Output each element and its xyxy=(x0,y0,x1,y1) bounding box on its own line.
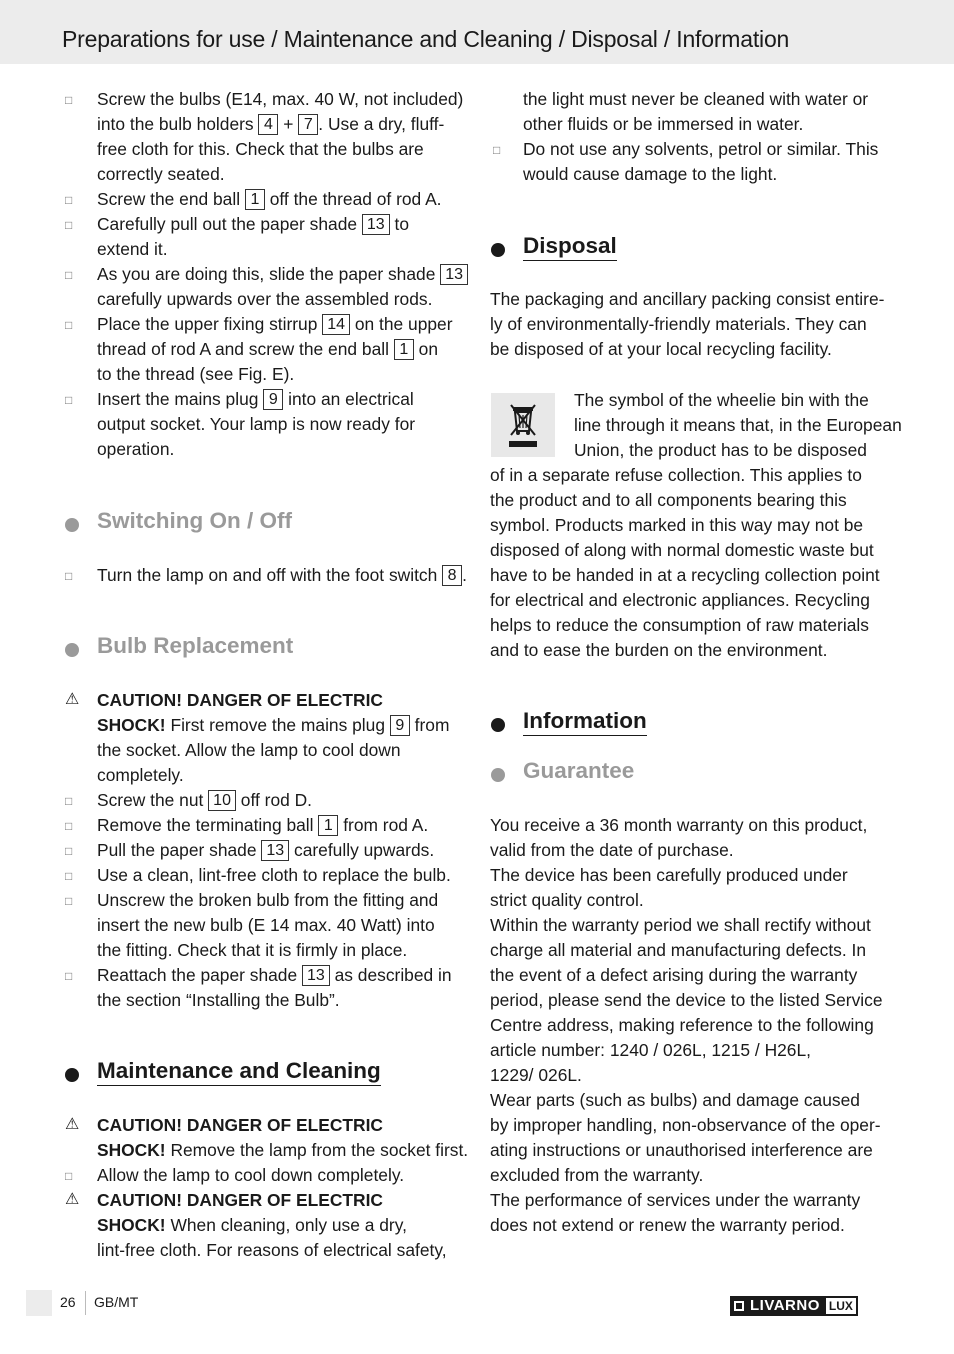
text-line: helps to reduce the consumption of raw materials xyxy=(490,615,869,635)
text-line: You receive a 36 month warranty on this product, xyxy=(490,815,868,835)
page-number: 26 xyxy=(60,1294,76,1310)
heading-bullet xyxy=(65,1068,79,1082)
section-heading: Guarantee xyxy=(523,758,635,783)
text-line: Do not use any solvents, petrol or similar. This xyxy=(523,139,879,159)
text-line xyxy=(97,112,463,137)
list-item xyxy=(97,813,428,838)
heading-bullet xyxy=(491,718,505,732)
heading-bullet xyxy=(65,643,79,657)
text-line: Allow the lamp to cool down completely. xyxy=(97,1165,405,1185)
text-line xyxy=(97,788,312,813)
text-segment: off the thread of rod A. xyxy=(264,189,442,209)
list-item xyxy=(97,838,434,863)
text-line xyxy=(97,337,453,362)
part-number-box: 1 xyxy=(394,339,414,360)
bullet-square: □ xyxy=(65,1169,73,1183)
section-heading: Bulb Replacement xyxy=(97,633,294,658)
text-line: symbol. Products marked in this way may not be xyxy=(490,515,864,535)
part-number-box: 1 xyxy=(318,815,338,836)
text-segment: on xyxy=(413,339,438,359)
text-segment: Place the upper fixing stirrup xyxy=(97,314,323,334)
text-segment: from xyxy=(409,715,450,735)
text-segment: When cleaning, only use a dry, xyxy=(165,1215,407,1235)
list-item-continued xyxy=(523,87,868,137)
text-line: excluded from the warranty. xyxy=(490,1165,704,1185)
text-line xyxy=(97,563,467,588)
warning-triangle-icon: ⚠ xyxy=(65,1116,80,1133)
text-segment: + xyxy=(278,114,299,134)
livarno-logo xyxy=(730,1296,858,1316)
bullet-square: □ xyxy=(65,318,73,332)
text-line: CAUTION! DANGER OF ELECTRIC xyxy=(97,690,383,710)
bullet-square: □ xyxy=(65,569,73,583)
text-line xyxy=(97,963,452,988)
caution-shock-label: SHOCK! xyxy=(97,1215,166,1235)
text-line: The packaging and ancillary packing consist entire- xyxy=(490,289,885,309)
list-item xyxy=(97,963,452,1013)
text-segment: off rod D. xyxy=(235,790,313,810)
text-segment: to xyxy=(389,214,410,234)
list-item xyxy=(97,788,312,813)
text-line: the section “Installing the Bulb”. xyxy=(97,990,340,1010)
text-line: strict quality control. xyxy=(490,890,644,910)
text-line: does not extend or renew the warranty period. xyxy=(490,1215,845,1235)
text-segment: into the bulb holders xyxy=(97,114,259,134)
text-line: completely. xyxy=(97,765,184,785)
text-line: for electrical and electronic appliances. Recycling xyxy=(490,590,870,610)
text-line: operation. xyxy=(97,439,175,459)
bullet-square: □ xyxy=(65,894,73,908)
text-line: would cause damage to the light. xyxy=(523,164,778,184)
section-heading: Disposal xyxy=(523,233,617,261)
text-segment: As you are doing this, slide the paper shade xyxy=(97,264,441,284)
part-number-box: 4 xyxy=(258,114,278,135)
text-line: Screw the bulbs (E14, max. 40 W, not included) xyxy=(97,89,464,109)
text-line xyxy=(97,1138,468,1163)
page-header xyxy=(0,0,954,64)
caution-block xyxy=(97,1188,447,1263)
text-line: The symbol of the wheelie bin with the xyxy=(574,390,869,410)
text-segment: thread of rod A and screw the end ball xyxy=(97,339,394,359)
text-line: and to ease the burden on the environment. xyxy=(490,640,828,660)
paragraph xyxy=(490,463,880,663)
text-segment: carefully upwards. xyxy=(289,840,435,860)
text-line: Within the warranty period we shall rectify without xyxy=(490,915,871,935)
wheelie-bin-icon xyxy=(491,393,555,457)
section-heading: Information xyxy=(523,708,647,736)
text-line: the event of a defect arising during the warranty xyxy=(490,965,858,985)
text-line: be disposed of at your local recycling facility. xyxy=(490,339,832,359)
part-number-box: 1 xyxy=(245,189,265,210)
text-line: lint-free cloth. For reasons of electrical safety, xyxy=(97,1240,447,1260)
text-line: carefully upwards over the assembled rods. xyxy=(97,289,433,309)
bullet-square: □ xyxy=(65,844,73,858)
part-number-box: 8 xyxy=(442,565,462,586)
part-number-box: 13 xyxy=(362,214,390,235)
text-line: CAUTION! DANGER OF ELECTRIC xyxy=(97,1190,383,1210)
text-segment: Screw the nut xyxy=(97,790,209,810)
text-line: the light must never be cleaned with water or xyxy=(523,89,869,109)
heading-bullet xyxy=(65,518,79,532)
footer-divider xyxy=(85,1291,86,1315)
logo-main: LIVARNO xyxy=(730,1296,824,1316)
text-segment: Carefully pull out the paper shade xyxy=(97,214,362,234)
text-line xyxy=(97,312,453,337)
section-heading: Switching On / Off xyxy=(97,508,292,533)
text-segment: First remove the mains plug xyxy=(165,715,390,735)
part-number-box: 9 xyxy=(263,389,283,410)
text-line: Use a clean, lint-free cloth to replace the bulb. xyxy=(97,865,451,885)
text-line: of in a separate refuse collection. This applies to xyxy=(490,465,862,485)
warning-triangle-icon: ⚠ xyxy=(65,691,80,708)
text-line: The performance of services under the warranty xyxy=(490,1190,861,1210)
list-item xyxy=(97,563,467,588)
list-item xyxy=(97,87,463,187)
footer-tab xyxy=(26,1290,52,1316)
bullet-square: □ xyxy=(65,969,73,983)
part-number-box: 9 xyxy=(390,715,410,736)
text-segment: Pull the paper shade xyxy=(97,840,262,860)
caution-shock-label: SHOCK! xyxy=(97,715,166,735)
text-line xyxy=(97,387,415,412)
text-line: to the thread (see Fig. E). xyxy=(97,364,295,384)
text-segment: Screw the end ball xyxy=(97,189,245,209)
text-line xyxy=(97,187,442,212)
list-item xyxy=(97,212,409,262)
text-line: the socket. Allow the lamp to cool down xyxy=(97,740,401,760)
text-line: Wear parts (such as bulbs) and damage caused xyxy=(490,1090,860,1110)
caution-block xyxy=(97,688,449,788)
text-line xyxy=(97,262,468,287)
page-title: Preparations for use / Maintenance and Cleaning / Disposal / Information xyxy=(62,26,790,52)
text-line: insert the new bulb (E 14 max. 40 Watt) into xyxy=(97,915,435,935)
text-line: output socket. Your lamp is now ready for xyxy=(97,414,416,434)
text-segment: Reattach the paper shade xyxy=(97,965,302,985)
list-item xyxy=(97,187,442,212)
bullet-square: □ xyxy=(65,193,73,207)
bullet-square: □ xyxy=(65,218,73,232)
part-number-box: 13 xyxy=(440,264,468,285)
text-segment: . xyxy=(462,565,467,585)
text-line xyxy=(97,813,428,838)
logo-sub: LUX xyxy=(824,1296,858,1316)
caution-block xyxy=(97,1113,468,1163)
text-line: free cloth for this. Check that the bulbs are xyxy=(97,139,424,159)
list-item xyxy=(97,262,468,312)
text-line: extend it. xyxy=(97,239,168,259)
bullet-square: □ xyxy=(65,794,73,808)
text-line xyxy=(97,1213,447,1238)
bullet-square: □ xyxy=(65,93,73,107)
list-item xyxy=(97,312,453,387)
text-segment: Insert the mains plug xyxy=(97,389,264,409)
text-line: period, please send the device to the listed Service xyxy=(490,990,883,1010)
list-item xyxy=(97,888,438,963)
paragraph xyxy=(574,388,902,463)
text-line xyxy=(97,212,409,237)
paragraph xyxy=(490,813,883,1238)
text-line: The device has been carefully produced under xyxy=(490,865,848,885)
text-line: valid from the date of purchase. xyxy=(490,840,734,860)
heading-bullet xyxy=(491,243,505,257)
text-segment: Turn the lamp on and off with the foot switch xyxy=(97,565,443,585)
text-line: the fitting. Check that it is firmly in place. xyxy=(97,940,408,960)
text-line: have to be handed in at a recycling collection point xyxy=(490,565,880,585)
part-number-box: 13 xyxy=(261,840,289,861)
part-number-box: 13 xyxy=(302,965,330,986)
bullet-square: □ xyxy=(493,143,501,157)
part-number-box: 7 xyxy=(298,114,318,135)
text-line xyxy=(97,713,449,738)
text-line: line through it means that, in the European xyxy=(574,415,902,435)
text-line: Centre address, making reference to the following xyxy=(490,1015,874,1035)
list-item xyxy=(97,387,415,462)
bullet-square: □ xyxy=(65,393,73,407)
text-line: ly of environmentally-friendly materials. They can xyxy=(490,314,867,334)
heading-bullet xyxy=(491,768,505,782)
footer-locale: GB/MT xyxy=(94,1294,139,1310)
caution-shock-label: SHOCK! xyxy=(97,1140,166,1160)
text-segment: as described in xyxy=(329,965,452,985)
text-segment: Remove the terminating ball xyxy=(97,815,319,835)
list-item xyxy=(523,137,878,187)
part-number-box: 10 xyxy=(208,790,236,811)
part-number-box: 14 xyxy=(322,314,350,335)
text-segment: . Use a dry, fluff- xyxy=(318,114,445,134)
bullet-square: □ xyxy=(65,268,73,282)
text-line: correctly seated. xyxy=(97,164,225,184)
text-line: CAUTION! DANGER OF ELECTRIC xyxy=(97,1115,383,1135)
text-line: 1229/ 026L. xyxy=(490,1065,582,1085)
list-item xyxy=(97,1163,404,1188)
text-line: Union, the product has to be disposed xyxy=(574,440,867,460)
list-item xyxy=(97,863,451,888)
section-heading: Maintenance and Cleaning xyxy=(97,1058,381,1086)
text-line xyxy=(97,838,434,863)
text-line: ating instructions or unauthorised interference are xyxy=(490,1140,873,1160)
text-line: charge all material and manufacturing defects. In xyxy=(490,940,867,960)
text-segment: on the upper xyxy=(350,314,453,334)
text-line: by improper handling, non-observance of the oper- xyxy=(490,1115,881,1135)
text-line: Unscrew the broken bulb from the fitting and xyxy=(97,890,439,910)
paragraph xyxy=(490,287,884,362)
text-line: the product and to all components bearing this xyxy=(490,490,847,510)
text-segment: into an electrical xyxy=(283,389,414,409)
text-line: disposed of along with normal domestic waste but xyxy=(490,540,874,560)
text-segment: from rod A. xyxy=(338,815,429,835)
text-line: article number: 1240 / 026L, 1215 / H26L, xyxy=(490,1040,811,1060)
bullet-square: □ xyxy=(65,819,73,833)
text-segment: Remove the lamp from the socket first. xyxy=(165,1140,469,1160)
text-line: other fluids or be immersed in water. xyxy=(523,114,804,134)
warning-triangle-icon: ⚠ xyxy=(65,1191,80,1208)
bullet-square: □ xyxy=(65,869,73,883)
